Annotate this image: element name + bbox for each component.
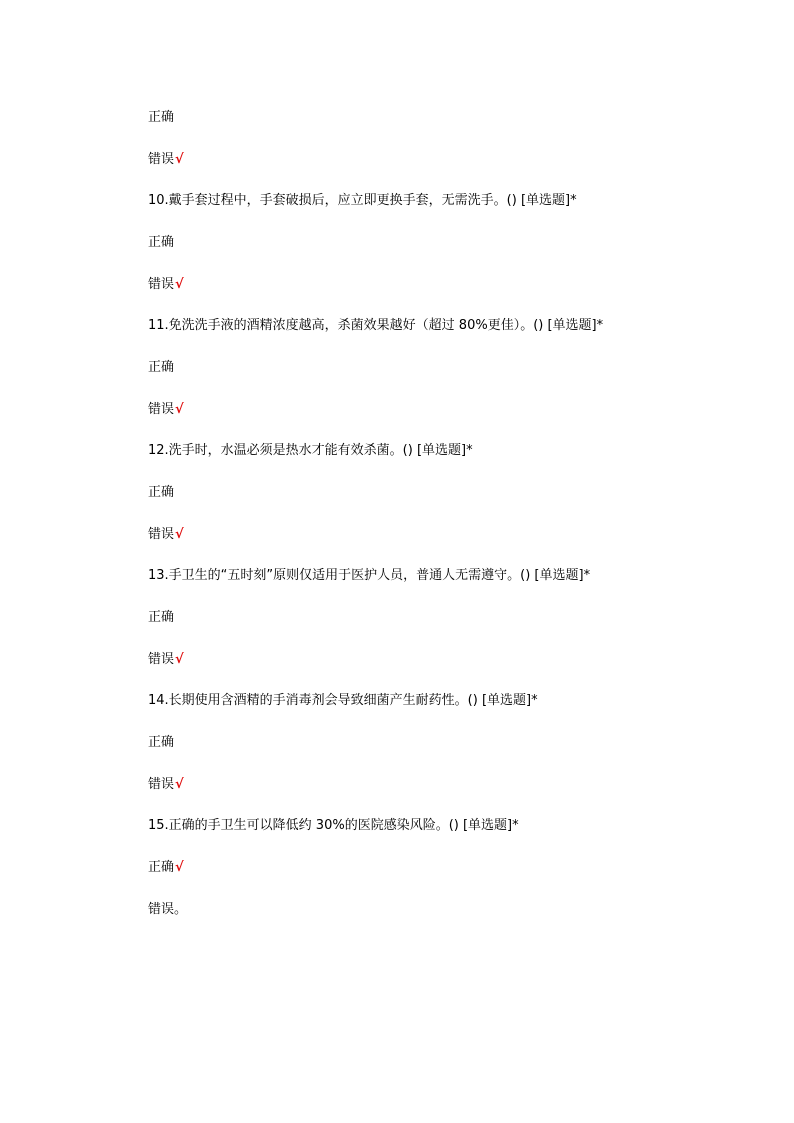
question-13-text: 13.手卫生的“五时刻”原则仅适用于医护人员，普通人无需遵守。() [单选题]* bbox=[148, 568, 591, 583]
check-mark-icon: √ bbox=[175, 527, 184, 542]
option-label: 错误 bbox=[148, 777, 175, 792]
option-wrong bbox=[148, 276, 184, 294]
question-11-text: 11.免洗洗手液的酒精浓度越高，杀菌效果越好（超过 80%更佳）。() [单选题]* bbox=[148, 318, 604, 333]
question-text bbox=[148, 317, 603, 335]
option-label: 错误 bbox=[148, 402, 175, 417]
check-mark-icon: √ bbox=[175, 652, 184, 667]
check-mark-icon: √ bbox=[175, 277, 184, 292]
option-label: 正确 bbox=[148, 860, 175, 875]
question-text bbox=[148, 567, 590, 585]
option-correct bbox=[148, 359, 174, 377]
question-text bbox=[148, 692, 538, 710]
option-label: 错误 bbox=[148, 652, 175, 667]
option-label: 错误 bbox=[148, 277, 175, 292]
question-text bbox=[148, 442, 473, 460]
option-wrong bbox=[148, 651, 184, 669]
option-label: 错误 bbox=[148, 152, 175, 167]
option-correct bbox=[148, 859, 184, 877]
option-correct bbox=[148, 609, 174, 627]
check-mark-icon: √ bbox=[175, 777, 184, 792]
option-label: 正确 bbox=[148, 360, 175, 375]
option-label: 错误 bbox=[148, 527, 175, 542]
option-wrong bbox=[148, 151, 184, 169]
option-correct bbox=[148, 109, 174, 127]
check-mark-icon: √ bbox=[175, 402, 184, 417]
question-text bbox=[148, 817, 519, 835]
option-correct bbox=[148, 734, 174, 752]
option-wrong bbox=[148, 776, 184, 794]
option-wrong bbox=[148, 401, 184, 419]
question-14-text: 14.长期使用含酒精的手消毒剂会导致细菌产生耐药性。() [单选题]* bbox=[148, 693, 538, 708]
question-15-text: 15.正确的手卫生可以降低约 30%的医院感染风险。() [单选题]* bbox=[148, 818, 519, 833]
check-mark-icon: √ bbox=[175, 152, 184, 167]
check-mark-icon: √ bbox=[175, 860, 184, 875]
option-label: 正确 bbox=[148, 235, 175, 250]
option-wrong bbox=[148, 526, 184, 544]
option-label: 正确 bbox=[148, 735, 175, 750]
option-label: 正确 bbox=[148, 110, 175, 125]
question-10-text: 10.戴手套过程中，手套破损后，应立即更换手套，无需洗手。() [单选题]* bbox=[148, 193, 577, 208]
question-text bbox=[148, 192, 577, 210]
question-12-text: 12.洗手时，水温必须是热水才能有效杀菌。() [单选题]* bbox=[148, 443, 473, 458]
option-label: 正确 bbox=[148, 485, 175, 500]
option-correct bbox=[148, 484, 174, 502]
option-label: 错误。 bbox=[148, 902, 188, 917]
option-label: 正确 bbox=[148, 610, 175, 625]
option-wrong bbox=[148, 901, 187, 919]
option-correct bbox=[148, 234, 174, 252]
